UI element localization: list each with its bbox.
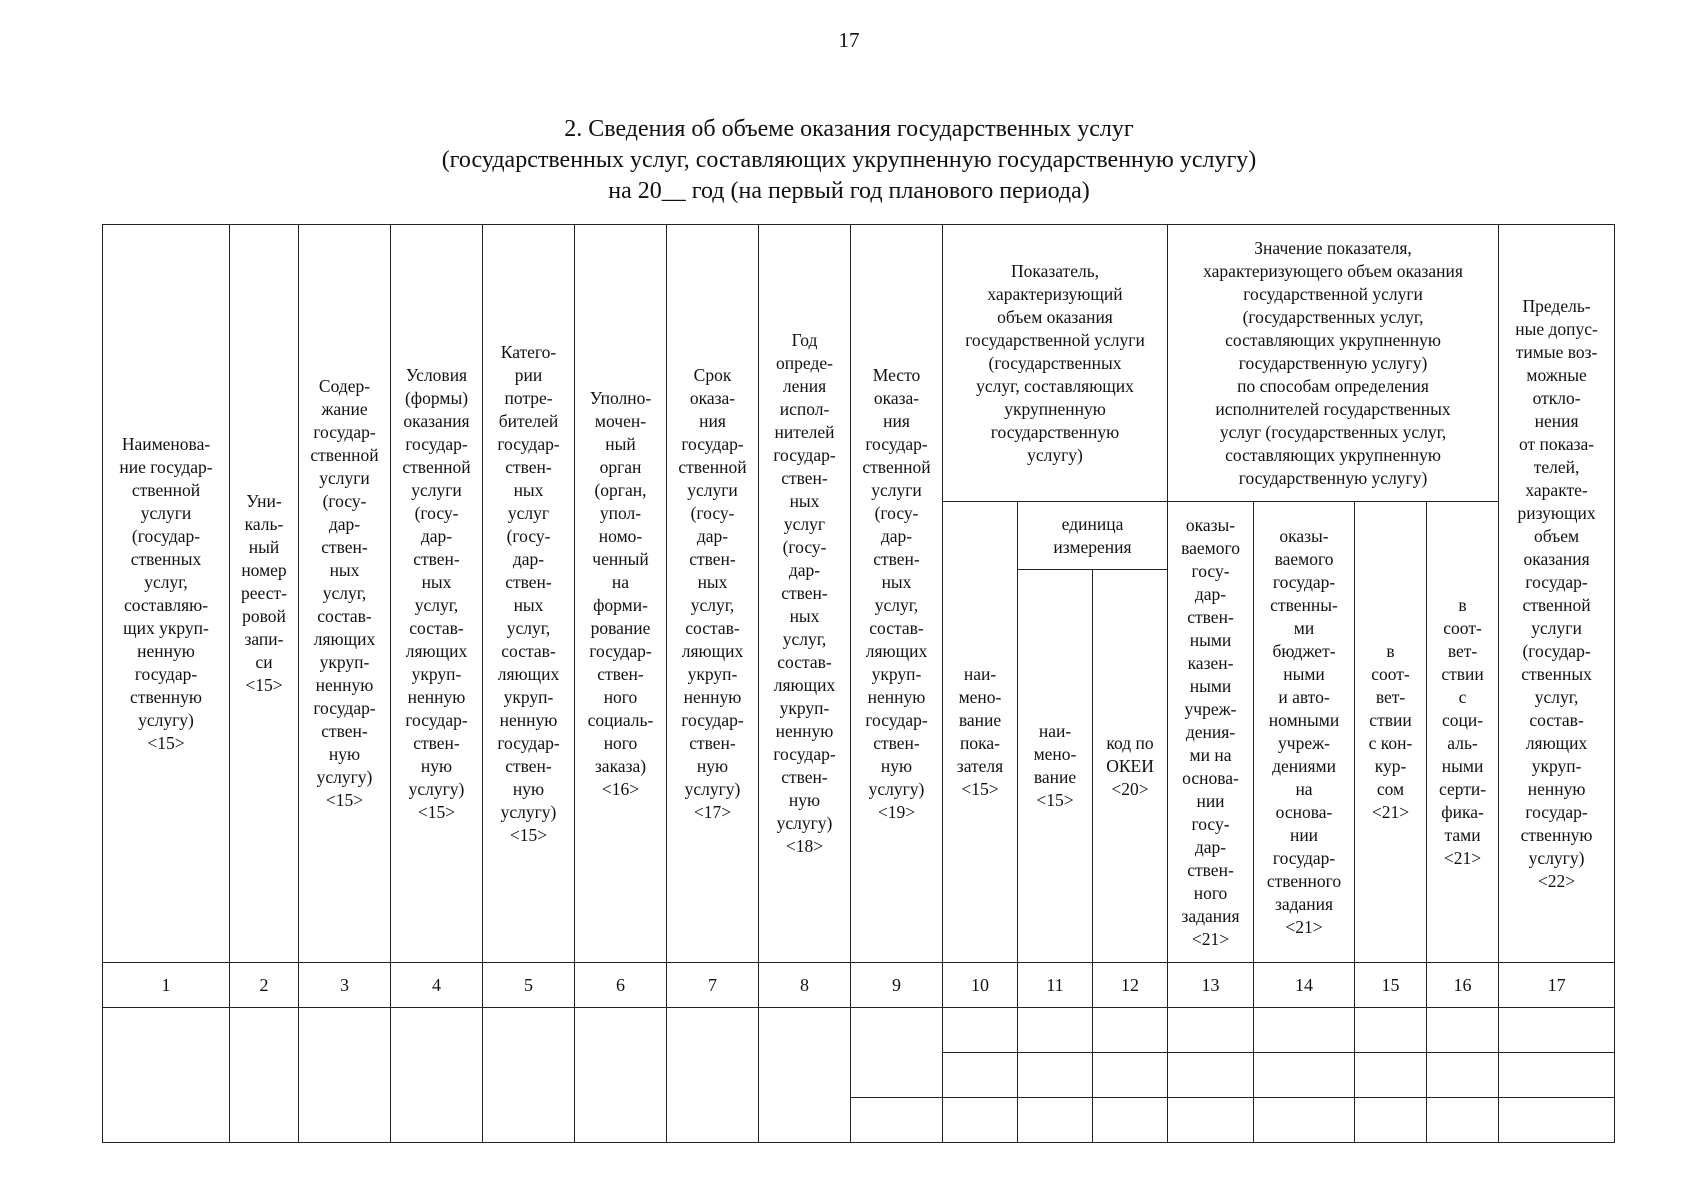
column-number: 2	[230, 963, 299, 1008]
data-row	[103, 1008, 1615, 1053]
empty-cell[interactable]	[391, 1008, 483, 1143]
empty-cell[interactable]	[1355, 1008, 1427, 1053]
empty-cell[interactable]	[1427, 1008, 1499, 1053]
column-number: 5	[483, 963, 575, 1008]
header-allowed-deviations: Предель- ные допус- тимые воз- можные откло- нения от показа- телей, характе- ризующих объем оказания государ- ственной услуги (государ- ственных услуг, состав- ляющих укруп- ненную государ- ственную услугу) <22>	[1499, 225, 1615, 963]
header-service-term: Срок оказа- ния государ- ственной услуги (госу- дар- ствен- ных услуг, состав- ляющих укруп- ненную государ- ствен- ную услугу) <17>	[667, 225, 759, 963]
header-value-social-certificates: в соот- вет- ствии с соци- аль- ными серти- фика- тами <21>	[1427, 502, 1499, 963]
empty-cell[interactable]	[943, 1053, 1018, 1098]
services-volume-table	[102, 224, 1615, 1143]
header-value-state-institutions: оказы- ваемого госу- дар- ствен- ными казен- ными учреж- дения- ми на основа- нии госу- дар- ствен- ного задания <21>	[1168, 502, 1254, 963]
column-number: 13	[1168, 963, 1254, 1008]
empty-cell[interactable]	[1093, 1008, 1168, 1053]
column-number: 15	[1355, 963, 1427, 1008]
header-value-competition: в соот- вет- ствии с кон- кур- сом <21>	[1355, 502, 1427, 963]
empty-cell[interactable]	[575, 1008, 667, 1143]
empty-cell[interactable]	[1499, 1053, 1615, 1098]
header-consumer-categories: Катего- рии потре- бителей государ- ствен- ных услуг (госу- дар- ствен- ных услуг, состав- ляющих укруп- ненную государ- ствен- ную услугу) <15>	[483, 225, 575, 963]
column-number: 12	[1093, 963, 1168, 1008]
header-service-place: Место оказа- ния государ- ственной услуги (госу- дар- ствен- ных услуг, состав- ляющих укруп- ненную государ- ствен- ную услугу) <19>	[851, 225, 943, 963]
header-value-budget-institutions: оказы- ваемого государ- ственны- ми бюджет- ными и авто- номными учреж- дениями на основа- нии государ- ственного задания <21>	[1254, 502, 1355, 963]
empty-cell[interactable]	[1254, 1053, 1355, 1098]
empty-cell[interactable]	[1427, 1098, 1499, 1143]
empty-cell[interactable]	[1499, 1098, 1615, 1143]
column-number-row	[103, 963, 1615, 1008]
empty-cell[interactable]	[1355, 1098, 1427, 1143]
header-group-indicator: Показатель, характеризующий объем оказания государственной услуги (государственных услуг, составляющих укрупненную государственную услугу)	[943, 225, 1168, 502]
header-unit-name: наи- мено- вание <15>	[1018, 570, 1093, 963]
empty-cell[interactable]	[851, 1098, 943, 1143]
empty-cell[interactable]	[1093, 1053, 1168, 1098]
empty-cell[interactable]	[230, 1008, 299, 1143]
header-service-content: Содер- жание государ- ственной услуги (госу- дар- ствен- ных услуг, состав- ляющих укруп- ненную государ- ствен- ную услугу) <15>	[299, 225, 391, 963]
empty-cell[interactable]	[1254, 1098, 1355, 1143]
empty-cell[interactable]	[1018, 1008, 1093, 1053]
column-number: 8	[759, 963, 851, 1008]
column-number: 9	[851, 963, 943, 1008]
title-line-2: (государственных услуг, составляющих укрупненную государственную услугу)	[441, 147, 1257, 173]
empty-cell[interactable]	[1427, 1053, 1499, 1098]
header-executor-year: Год опреде- ления испол- нителей государ- ствен- ных услуг (госу- дар- ствен- ных услуг, состав- ляющих укруп- ненную государ- ствен- ную услугу) <18>	[759, 225, 851, 963]
header-registry-number: Уни- каль- ный номер реест- ровой запи- си <15>	[230, 225, 299, 963]
title-line-3: на 20__ год (на первый год планового периода)	[608, 178, 1090, 204]
empty-cell[interactable]	[1254, 1008, 1355, 1053]
column-number: 3	[299, 963, 391, 1008]
empty-cell[interactable]	[299, 1008, 391, 1143]
column-number: 4	[391, 963, 483, 1008]
empty-cell[interactable]	[1168, 1098, 1254, 1143]
column-number: 7	[667, 963, 759, 1008]
empty-cell[interactable]	[1018, 1053, 1093, 1098]
header-authorized-body: Уполно- мочен- ный орган (орган, упол- номо- ченный на форми- рование государ- ствен- ного социаль- ного заказа) <16>	[575, 225, 667, 963]
header-indicator-name: наи- мено- вание пока- зателя <15>	[943, 502, 1018, 963]
header-group-value: Значение показателя, характеризующего объем оказания государственной услуги (государственных услуг, составляющих укрупненную государственную услугу) по способам определения исполнителей государственных услуг (государственных услуг, составляющих укрупненную государственную услугу)	[1168, 225, 1499, 502]
empty-cell[interactable]	[103, 1008, 230, 1143]
title-line-1: 2. Сведения об объеме оказания государственных услуг	[564, 116, 1134, 142]
empty-cell[interactable]	[1168, 1008, 1254, 1053]
column-number: 10	[943, 963, 1018, 1008]
column-number: 1	[103, 963, 230, 1008]
header-service-name: Наименова- ние государ- ственной услуги (государ- ственных услуг, составляю- щих укруп- ненную государ- ственную услугу) <15>	[103, 225, 230, 963]
document-title	[0, 114, 1698, 207]
header-group-unit: единица измерения	[1018, 502, 1168, 570]
empty-cell[interactable]	[1168, 1053, 1254, 1098]
empty-cell[interactable]	[943, 1098, 1018, 1143]
empty-cell[interactable]	[1018, 1098, 1093, 1143]
column-number: 6	[575, 963, 667, 1008]
empty-cell[interactable]	[851, 1008, 943, 1098]
column-number: 11	[1018, 963, 1093, 1008]
page-number: 17	[838, 28, 860, 52]
empty-cell[interactable]	[943, 1008, 1018, 1053]
column-number: 14	[1254, 963, 1355, 1008]
empty-cell[interactable]	[1093, 1098, 1168, 1143]
header-service-conditions: Условия (формы) оказания государ- ственной услуги (госу- дар- ствен- ных услуг, состав- ляющих укруп- ненную государ- ствен- ную услугу) <15>	[391, 225, 483, 963]
column-number: 16	[1427, 963, 1499, 1008]
empty-cell[interactable]	[483, 1008, 575, 1143]
header-unit-okei-code: код по ОКЕИ <20>	[1093, 570, 1168, 963]
column-number: 17	[1499, 963, 1615, 1008]
empty-cell[interactable]	[1355, 1053, 1427, 1098]
empty-cell[interactable]	[759, 1008, 851, 1143]
empty-cell[interactable]	[1499, 1008, 1615, 1053]
empty-cell[interactable]	[667, 1008, 759, 1143]
